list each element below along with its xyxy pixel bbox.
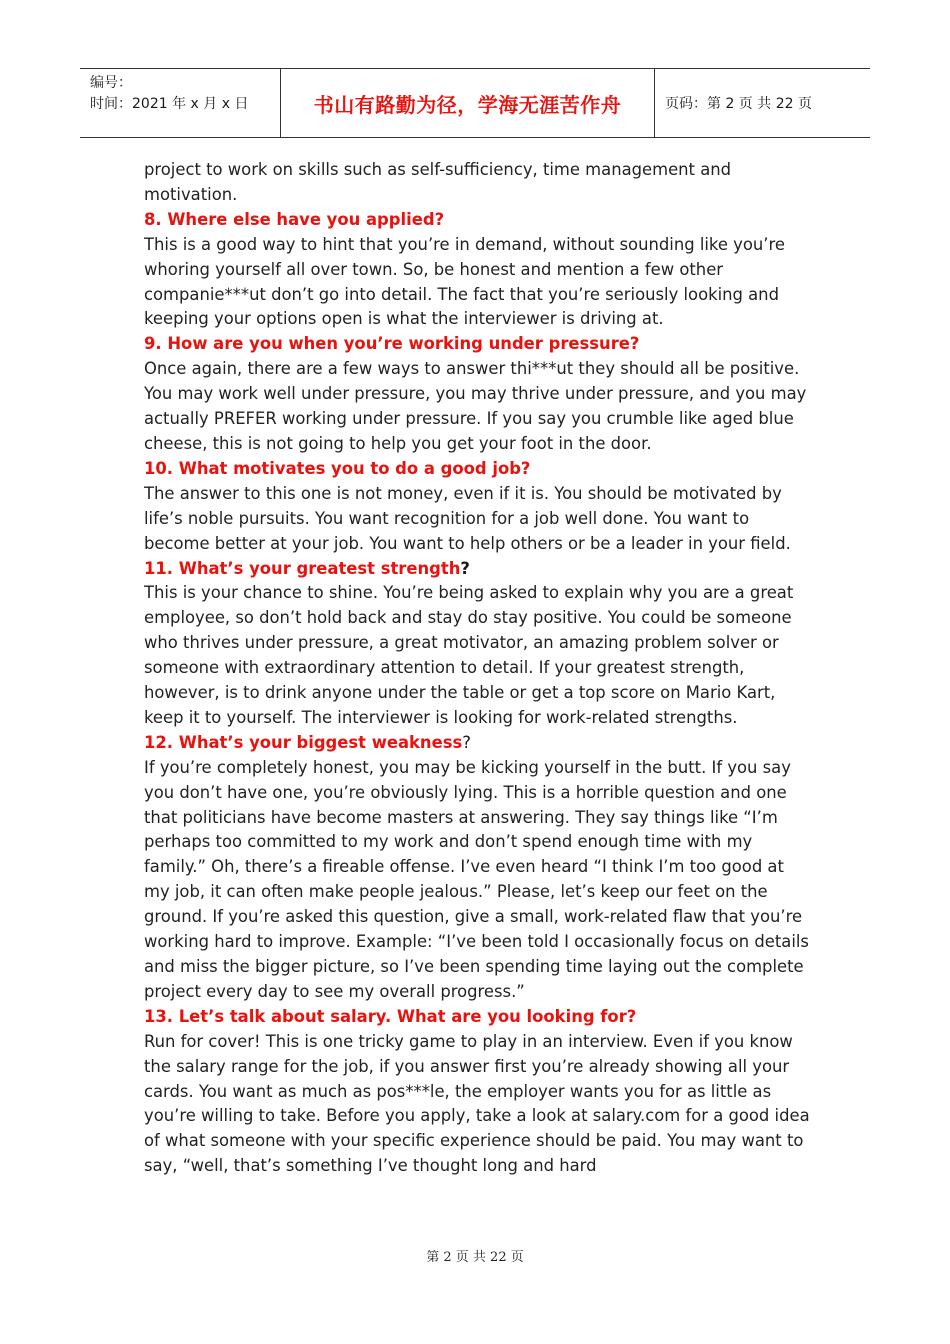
question-9: 9. How are you when you’re working under pressure? (144, 334, 640, 354)
question-8: 8. Where else have you applied? (144, 209, 445, 229)
question-11-text: 11. What’s your greatest strength (144, 558, 461, 578)
answer-13: Run for cover! This is one tricky game to play in an interview. Even if you know the salary range for the job, if you answer first you’re already showing all your cards. You want as much as pos***le, the employer wants you for as little as you’re willing to take. Before you apply, take a look at salary.com for a good idea of what someone with your specific experience should be paid. You may want to say, “well, that’s something I’ve thought long and hard (144, 1031, 810, 1176)
number-label: 编号： (90, 75, 132, 91)
question-12-mark: ? (462, 732, 471, 752)
page-header (80, 68, 870, 138)
answer-8: This is a good way to hint that you’re in demand, without sounding like you’re whoring yourself all over town. So, be honest and mention a few other companie***ut don’t go into detail. The fact that you’re seriously looking and keeping your options open is what the interviewer is driving at. (144, 234, 785, 329)
document-body (144, 158, 814, 1179)
answer-9: Once again, there are a few ways to answer thi***ut they should all be positive. You may work well under pressure, you may thrive under pressure, and you may actually PREFER working under pressure. If you say you crumble like aged blue cheese, this is not going to help you get your foot in the door. (144, 359, 807, 453)
paragraph-intro: project to work on skills such as self-sufficiency, time management and motivation. (144, 160, 732, 204)
answer-10: The answer to this one is not money, even if it is. You should be motivated by life’s noble pursuits. You want recognition for a job well done. You want to become better at your job. You want to help others or be a leader in your field. (144, 483, 791, 553)
question-12 (144, 731, 814, 756)
answer-11: This is your chance to shine. You’re being asked to explain why you are a great employee, so don’t hold back and stay do stay positive. You could be someone who thrives under pressure, a great motivator, an amazing problem solver or someone with extraordinary attention to detail. If your greatest strength, however, is to drink anyone under the table or get a top score on Mario Kart, keep it to yourself. The interviewer is looking for work-related strengths. (144, 583, 794, 727)
page-footer: 第 2 页 共 22 页 (426, 1250, 524, 1265)
question-12-text: 12. What’s your biggest weakness (144, 732, 463, 752)
question-10: 10. What motivates you to do a good job? (144, 458, 531, 478)
question-11 (144, 557, 814, 582)
header-meta (80, 69, 281, 137)
question-13: 13. Let’s talk about salary. What are you looking for? (144, 1006, 637, 1026)
header-motto: 书山有路勤为径，学海无涯苦作舟 (281, 69, 655, 137)
question-11-mark: ? (460, 558, 470, 578)
time-label: 时间：2021 年 x 月 x 日 (90, 96, 249, 112)
answer-12: If you’re completely honest, you may be kicking yourself in the butt. If you say you don’t have one, you’re obviously lying. This is a horrible question and one that politicians have become masters at answering. They say things like “I’m perhaps too committed to my work and don’t spend enough time with my family.” Oh, there’s a fireable offense. I’ve even heard “I think I’m too good at my job, it can often make people jealous.” Please, let’s keep our feet on the ground. If you’re asked this question, give a small, work-related flaw that you’re working hard to improve. Example: “I’ve been told I occasionally focus on details and miss the bigger picture, so I’ve been spending time laying out the complete project every day to see my overall progress.” (144, 757, 809, 1001)
header-page-label: 页码：第 2 页 共 22 页 (665, 96, 812, 112)
